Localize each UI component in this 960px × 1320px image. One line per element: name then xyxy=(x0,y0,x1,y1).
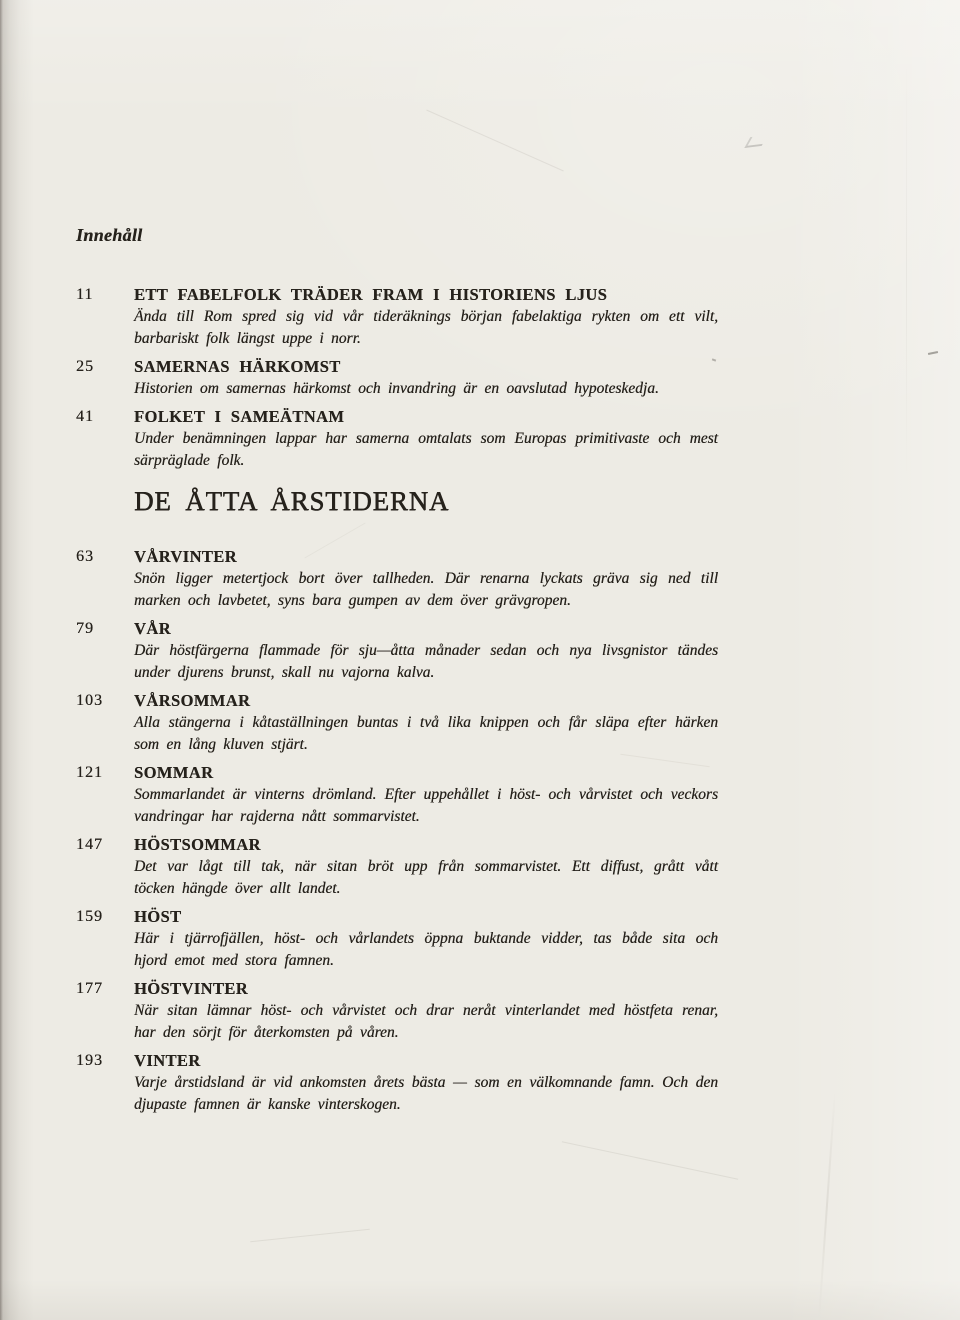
entry-title: HÖSTSOMMAR xyxy=(134,835,261,854)
entry-body xyxy=(134,906,718,972)
page-number: 159 xyxy=(76,908,103,925)
entry-description: Varje årstidsland är vid ankomsten årets bästa — som en välkomnande famn. Och den djupaste famnen är kanske vinterskogen. xyxy=(134,1074,718,1113)
entry-title: VÅRVINTER xyxy=(134,547,237,566)
toc-entry xyxy=(76,406,960,472)
entry-body xyxy=(134,690,718,756)
entry-body xyxy=(134,1050,718,1116)
entry-body xyxy=(134,356,718,400)
entry-body xyxy=(134,284,718,350)
entry-body xyxy=(134,762,718,828)
paper-crease xyxy=(818,1090,836,1320)
entry-description: Det var lågt till tak, när sitan bröt upp från sommarvistet. Ett diffust, grått vått töcken hängde över allt landet. xyxy=(134,858,718,897)
entry-description: Under benämningen lappar har samerna omtalats som Europas primitivaste och mest särpräglade folk. xyxy=(134,430,718,469)
entry-title: FOLKET I SAMEÄTNAM xyxy=(134,407,345,426)
toc-entry xyxy=(76,1050,960,1116)
entry-description: Alla stängerna i kåtaställningen buntas i två lika knippen och får släpa efter härken som en lång kluven stjärt. xyxy=(134,714,718,753)
entry-title: SOMMAR xyxy=(134,763,214,782)
entry-body xyxy=(134,546,718,612)
page-number: 121 xyxy=(76,764,103,781)
entry-body xyxy=(134,834,718,900)
page-number: 147 xyxy=(76,836,103,853)
page-number: 103 xyxy=(76,692,103,709)
entry-title: VINTER xyxy=(134,1051,201,1070)
page-number: 11 xyxy=(76,286,94,303)
toc-entry xyxy=(76,978,960,1044)
page-number: 79 xyxy=(76,620,94,637)
toc-entry xyxy=(76,546,960,612)
section-heading: DE ÅTTA ÅRSTIDERNA xyxy=(134,486,450,516)
page-number: 63 xyxy=(76,548,94,565)
page-number: 193 xyxy=(76,1052,103,1069)
entry-title: ETT FABELFOLK TRÄDER FRAM I HISTORIENS LJUS xyxy=(134,285,608,304)
toc-entry xyxy=(76,356,960,400)
entry-body xyxy=(134,406,718,472)
toc-list xyxy=(76,284,960,1116)
page-number: 25 xyxy=(76,358,94,375)
toc-entry xyxy=(76,906,960,972)
entry-description: Ända till Rom spred sig vid vår tideräknings början fabelaktiga rykten om ett vilt, barbariskt folk längst uppe i norr. xyxy=(134,308,718,347)
entry-title: SAMERNAS HÄRKOMST xyxy=(134,357,341,376)
entry-body xyxy=(134,978,718,1044)
toc-entry xyxy=(76,834,960,900)
entry-title: VÅRSOMMAR xyxy=(134,691,251,710)
entry-description: Sommarlandet är vinterns drömland. Efter uppehållet i höst- och vårvistet och veckors vandringar har rajderna nått sommarvistet. xyxy=(134,786,718,825)
toc-entry xyxy=(76,284,960,350)
paper-scratch xyxy=(562,1141,738,1179)
toc-entry xyxy=(76,690,960,756)
entry-title: VÅR xyxy=(134,619,171,638)
page-number: 177 xyxy=(76,980,103,997)
entry-title: HÖST xyxy=(134,907,182,926)
contents-heading: Innehåll xyxy=(76,225,143,245)
toc-entry xyxy=(76,762,960,828)
toc-entry xyxy=(76,618,960,684)
entry-description: När sitan lämnar höst- och vårvistet och drar neråt vinterlandet med höstfeta renar, har den sörjt för återkomsten på våren. xyxy=(134,1002,718,1041)
entry-description: Snön ligger metertjock bort över tallheden. Där renarna lyckats gräva sig ned till marken och lavbetet, syns bara gumpen av dem över grävgropen. xyxy=(134,570,718,609)
entry-title: HÖSTVINTER xyxy=(134,979,249,998)
entry-description: Historien om samernas härkomst och invandring är en oavslutad hypoteskedja. xyxy=(134,380,659,397)
entry-description: Där höstfärgerna flammade för sju—åtta månader sedan och nya livsgnistor tändes under djurens brunst, skall nu vajorna kalva. xyxy=(134,642,718,681)
paper-scratch xyxy=(250,1229,369,1243)
entry-description: Här i tjärrofjällen, höst- och vårlandets öppna buktande vidder, tas både sita och hjord emot med stora famnen. xyxy=(134,930,718,969)
page-number: 41 xyxy=(76,408,94,425)
entry-body xyxy=(134,618,718,684)
